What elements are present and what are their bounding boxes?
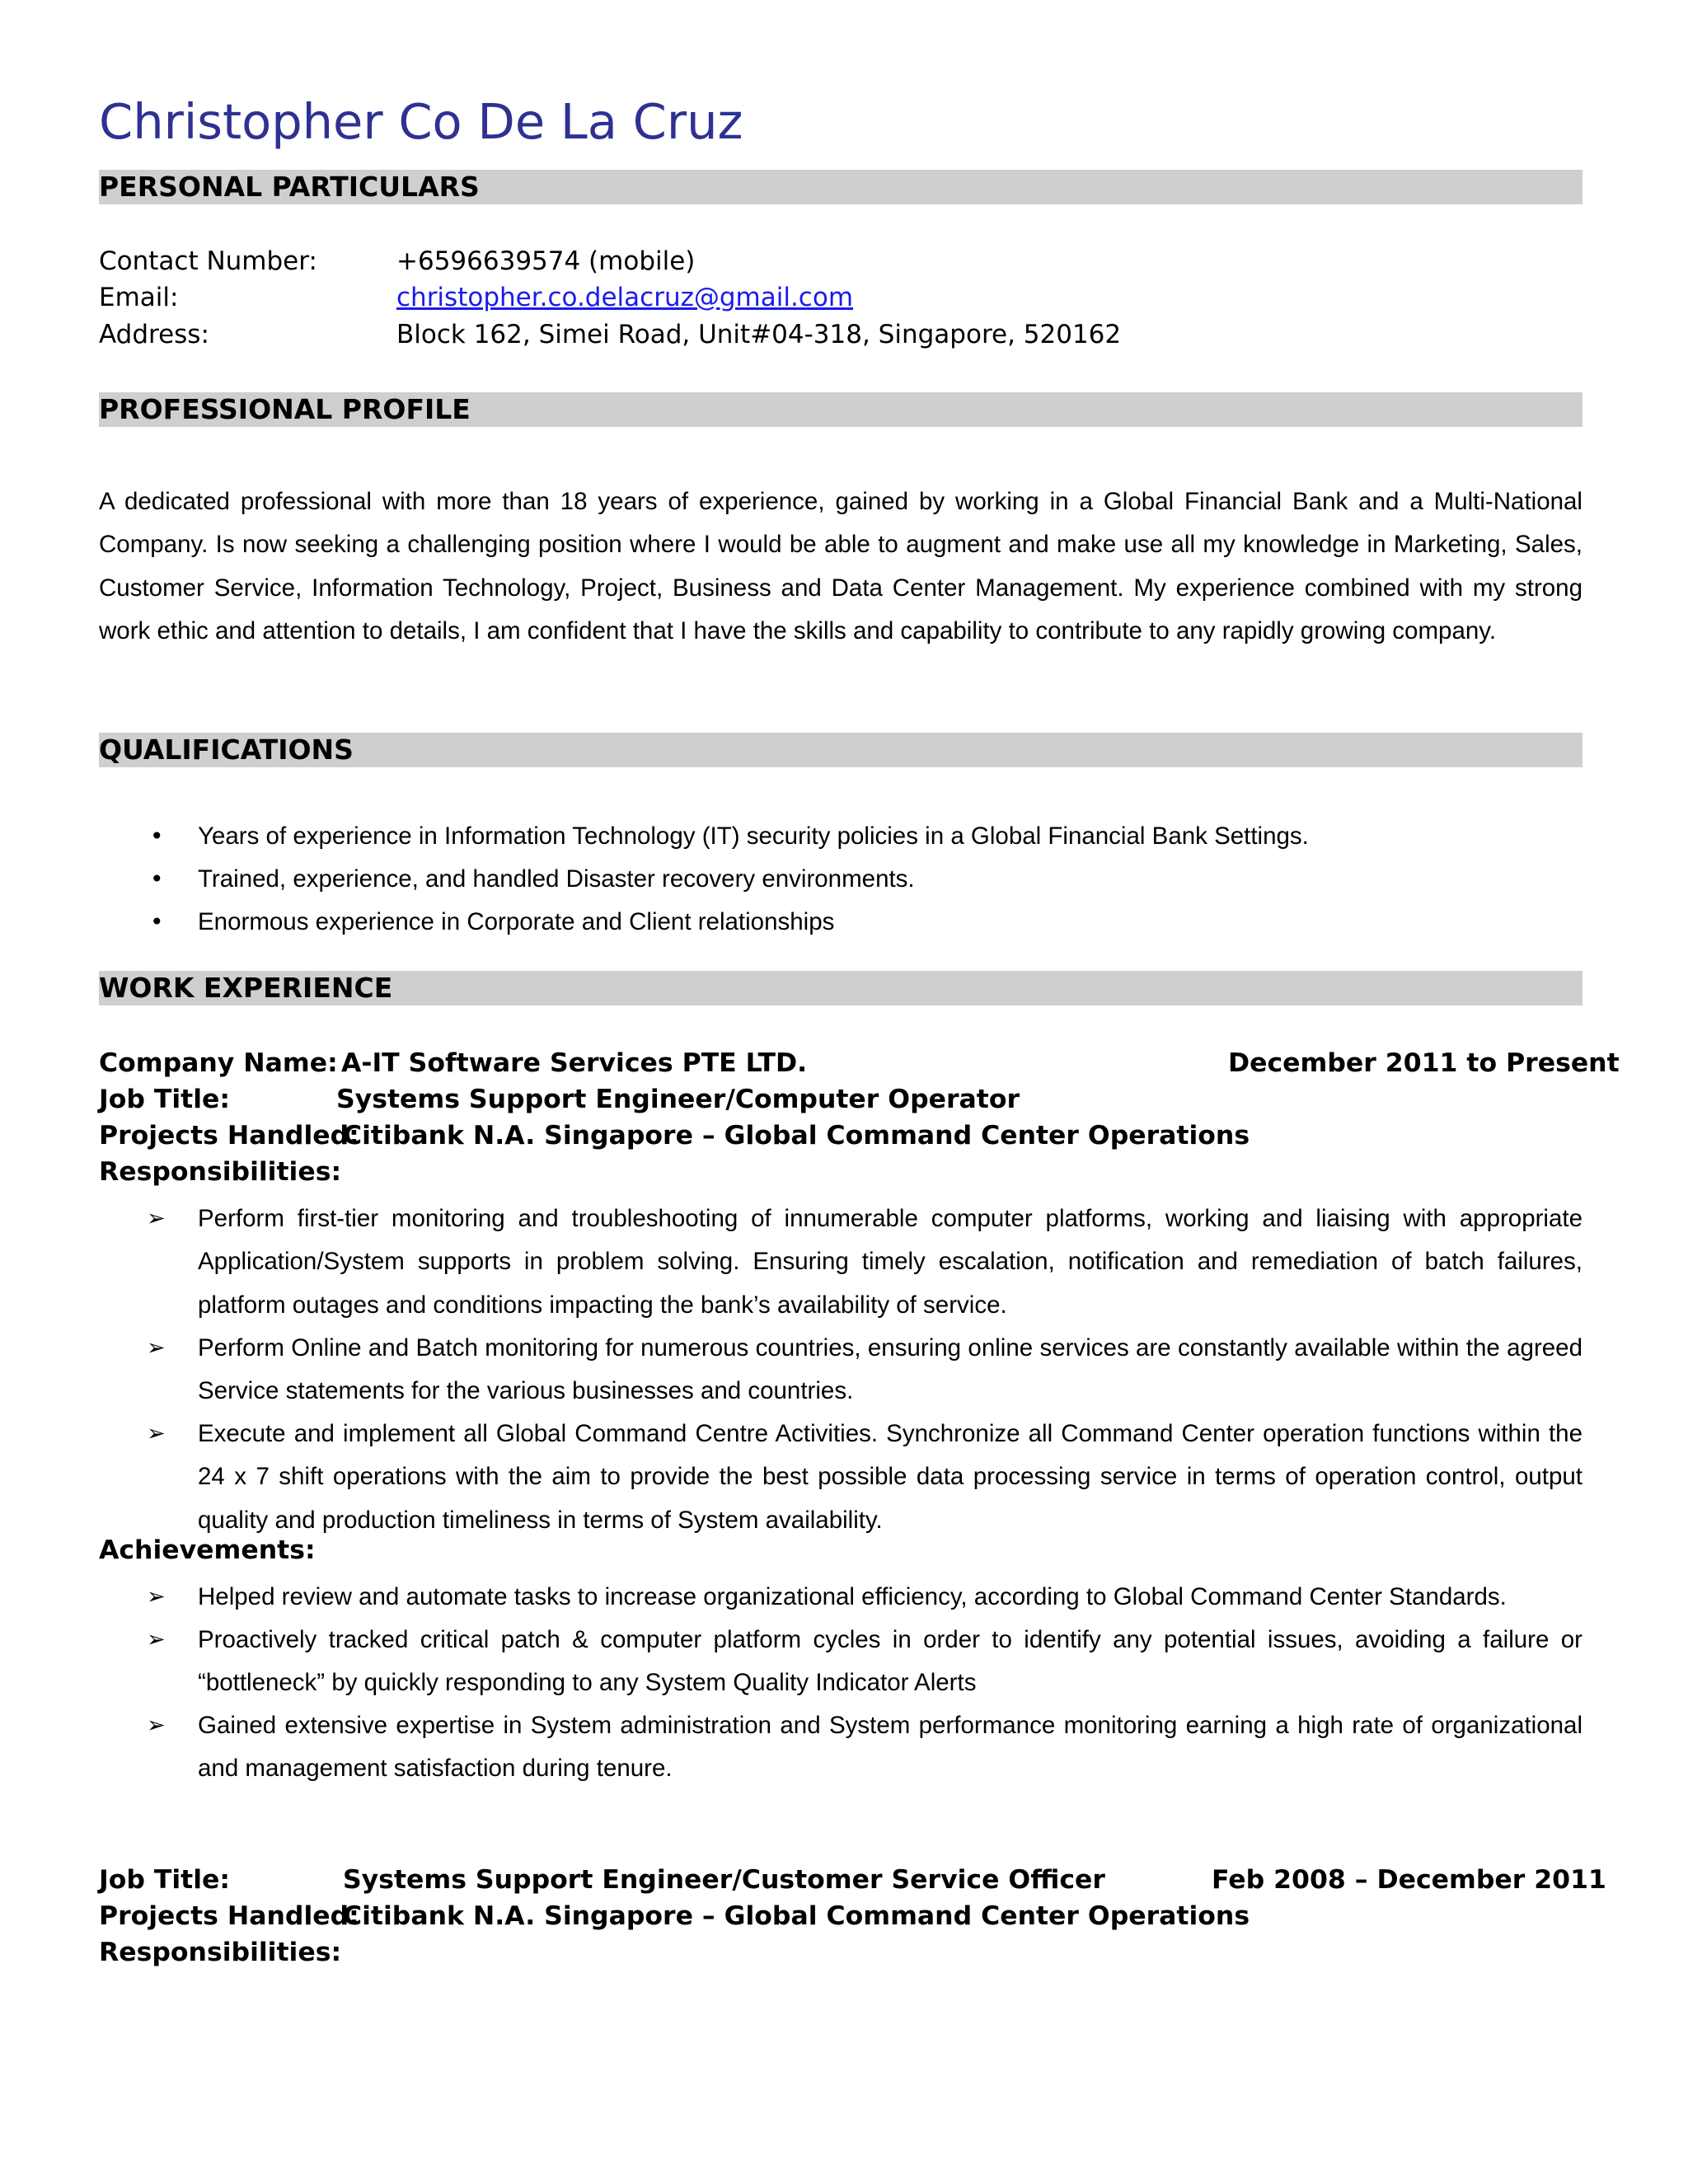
- contact-label: Contact Number:: [99, 246, 317, 276]
- arrow-bullet-icon: ➢: [147, 1206, 166, 1231]
- applicant-name: Christopher Co De La Cruz: [99, 93, 743, 150]
- company-value: A-IT Software Services PTE LTD.: [341, 1048, 808, 1078]
- job-title-label: Job Title:: [99, 1865, 230, 1895]
- arrow-bullet-icon: ➢: [147, 1421, 166, 1446]
- responsibility-text: Execute and implement all Global Command Centre Activities. Synchronize all Command Center operation functions within the 24 x 7 shift operations with the aim to provide the best possible data processing service in terms of operation control, output quality and production timeliness in terms of System availability.: [198, 1420, 1582, 1534]
- job1-dates: December 2011 to Present: [1228, 1048, 1620, 1078]
- email-label: Email:: [99, 283, 179, 312]
- bullet-icon: •: [150, 908, 164, 935]
- contact-value: +6596639574 (mobile): [396, 246, 696, 276]
- arrow-bullet-icon: ➢: [147, 1584, 166, 1610]
- achievement-text: Proactively tracked critical patch & computer platform cycles in order to identify any potential issues, avoiding a failure or “bottleneck” by quickly responding to any System Quality Indicator Alerts: [198, 1626, 1582, 1697]
- bullet-icon: •: [150, 865, 164, 893]
- address-value: Block 162, Simei Road, Unit#04-318, Singapore, 520162: [396, 320, 1122, 349]
- qualification-text: Years of experience in Information Technology (IT) security policies in a Global Financial Bank Settings.: [198, 823, 1309, 850]
- arrow-bullet-icon: ➢: [147, 1627, 166, 1652]
- responsibility-text: Perform first-tier monitoring and troubleshooting of innumerable computer platforms, working and liaising with appropriate Application/System supports in problem solving. Ensuring timely escalation, notification and remediation of batch failures, platform outages and conditions impacting the bank’s availability of service.: [198, 1205, 1582, 1319]
- section-work-experience: WORK EXPERIENCE: [99, 971, 1582, 1005]
- bullet-icon: •: [150, 823, 164, 850]
- section-professional-profile: PROFESSIONAL PROFILE: [99, 392, 1582, 427]
- projects-label: Projects Handled:: [99, 1901, 359, 1931]
- job-title-label: Job Title:: [99, 1085, 230, 1114]
- responsibilities-label: Responsibilities:: [99, 1157, 342, 1187]
- section-qualifications: QUALIFICATIONS: [99, 733, 1582, 767]
- arrow-bullet-icon: ➢: [147, 1713, 166, 1738]
- address-label: Address:: [99, 320, 209, 349]
- projects-value: Citibank N.A. Singapore – Global Command Center Operations: [343, 1121, 1250, 1151]
- email-link[interactable]: christopher.co.delacruz@gmail.com: [396, 283, 854, 312]
- achievement-text: Helped review and automate tasks to increase organizational efficiency, according to Global Command Center Standards.: [198, 1583, 1507, 1610]
- achievements-label: Achievements:: [99, 1535, 316, 1565]
- section-personal-particulars: PERSONAL PARTICULARS: [99, 170, 1582, 204]
- achievement-text: Gained extensive expertise in System administration and System performance monitoring earning a high rate of organizational and management satisfaction during tenure.: [198, 1712, 1582, 1783]
- profile-paragraph: A dedicated professional with more than 18 years of experience, gained by working in a Global Financial Bank and a Multi-National Company. Is now seeking a challenging position where I would be able to augment and make use all my knowledge in Marketing, Sales, Customer Service, Information Technology, Project, Business and Data Center Management. My experience combined with my strong work ethic and attention to details, I am confident that I have the skills and capability to contribute to any rapidly growing company.: [99, 488, 1582, 645]
- responsibility-text: Perform Online and Batch monitoring for numerous countries, ensuring online services are constantly available within the agreed Service statements for the various businesses and countries.: [198, 1334, 1582, 1405]
- arrow-bullet-icon: ➢: [147, 1335, 166, 1361]
- responsibilities-label: Responsibilities:: [99, 1938, 342, 1967]
- projects-value: Citibank N.A. Singapore – Global Command Center Operations: [343, 1901, 1250, 1931]
- company-label: Company Name:: [99, 1048, 338, 1078]
- projects-label: Projects Handled:: [99, 1121, 359, 1151]
- job2-dates: Feb 2008 – December 2011: [1212, 1865, 1606, 1895]
- qualification-text: Enormous experience in Corporate and Client relationships: [198, 908, 835, 935]
- job-title-value: Systems Support Engineer/Customer Service Officer: [343, 1865, 1105, 1895]
- qualification-text: Trained, experience, and handled Disaster recovery environments.: [198, 865, 915, 893]
- job-title-value: Systems Support Engineer/Computer Operator: [336, 1085, 1020, 1114]
